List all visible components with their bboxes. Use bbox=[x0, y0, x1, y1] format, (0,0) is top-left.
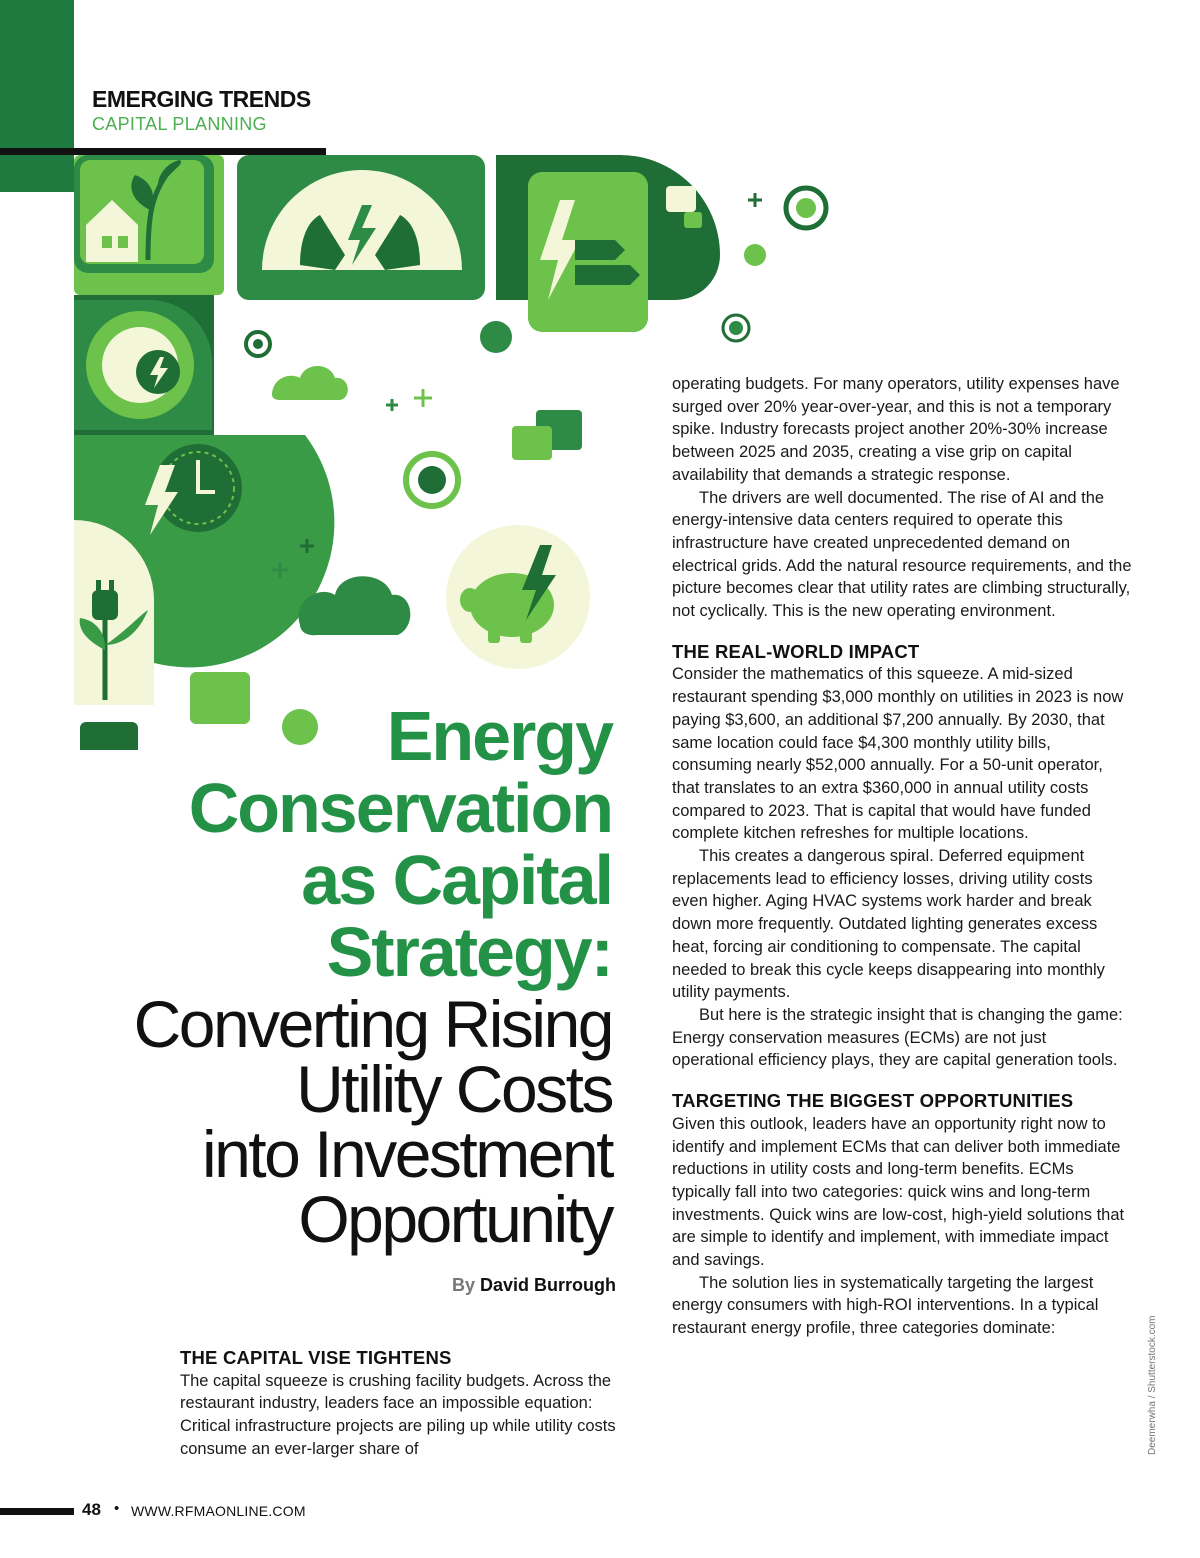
page-number: 48 bbox=[82, 1500, 101, 1519]
body-paragraph: This creates a dangerous spiral. Deferred equipment replacements lead to efficiency losses, driving utility costs even higher. Aging HVAC systems work harder and break down more frequently. Outdated lighting generates excess heat, forcing air conditioning to compensate. The capital needed to break this cycle keeps disappearing into monthly utility payments. bbox=[672, 847, 1105, 1002]
energy-rating-tile bbox=[496, 155, 720, 332]
right-column bbox=[672, 373, 1132, 1340]
gear-tile bbox=[74, 295, 214, 435]
footer-separator: • bbox=[114, 1500, 120, 1517]
body-paragraph: The capital squeeze is crushing facility budgets. Across the restaurant industry, leaders face an impossible equation: Critical infrastructure projects are piling up while utility costs consume an ever-larger share of bbox=[180, 1371, 616, 1458]
byline bbox=[452, 1275, 616, 1296]
section-heading: THE CAPITAL VISE TIGHTENS bbox=[180, 1347, 452, 1368]
headline-green-line: Conservation bbox=[188, 769, 612, 847]
headline-black-line: Converting Rising bbox=[133, 987, 612, 1061]
body-paragraph: Given this outlook, leaders have an opportunity right now to identify and implement ECMs that can deliver both immediate reductions in utility costs and long-term benefits. ECMs typically fall into two categories: quick wins and long-term investments. Quick wins are low-cost, high-yield solutions that are simple to identify and implement, with immediate impact and savings. bbox=[672, 1114, 1125, 1270]
headline-black-line: Opportunity bbox=[298, 1182, 612, 1256]
headline-green-line: as Capital bbox=[301, 841, 612, 919]
headline-green-line: Energy bbox=[386, 697, 612, 775]
hands-dome-tile bbox=[237, 155, 485, 300]
headline-black-line: Utility Costs bbox=[296, 1052, 612, 1126]
body-paragraph: The solution lies in systematically targeting the largest energy consumers with high-ROI interventions. In a typical restaurant energy profile, three categories dominate: bbox=[672, 1273, 1099, 1338]
section-subkicker: CAPITAL PLANNING bbox=[92, 114, 267, 134]
body-paragraph: operating budgets. For many operators, utility expenses have surged over 20% year-over-year, and this is not a temporary spike. Industry forecasts project another 20%-30% increase between 2025 and 2035, creating a vise grip on capital availability that demands a strategic response. bbox=[672, 375, 1120, 484]
house-leaf-tile bbox=[74, 155, 224, 295]
byline-prefix: By bbox=[451, 1275, 475, 1295]
photo-credit: Deemerwha / Shutterstock.com bbox=[1147, 1315, 1158, 1455]
piggy-bank-icon bbox=[446, 525, 590, 669]
left-column bbox=[180, 1347, 620, 1461]
body-paragraph: Consider the mathematics of this squeeze. A mid-sized restaurant spending $3,000 monthly on utilities in 2023 is now paying $3,600, an additional $7,200 annually. By 2030, that same location could face $4,300 monthly utility bills, consuming nearly $52,000 annually. For a 50-unit operator, that translates to an extra $360,000 in annual utility costs compared to 2023. That is capital that would have funded complete kitchen refreshes for multiple locations. bbox=[672, 665, 1124, 843]
headline-green-line: Strategy: bbox=[326, 913, 612, 991]
section-heading: THE REAL-WORLD IMPACT bbox=[672, 640, 920, 662]
headline bbox=[52, 697, 612, 1256]
body-paragraph: But here is the strategic insight that is changing the game: Energy conservation measures (ECMs) are not just operational efficiency plays, they are capital generation tools. bbox=[672, 1005, 1123, 1070]
section-heading: TARGETING THE BIGGEST OPPORTUNITIES bbox=[672, 1090, 1074, 1112]
headline-black-line: into Investment bbox=[201, 1117, 612, 1191]
section-kicker: EMERGING TRENDS bbox=[92, 86, 311, 112]
footer-website: WWW.RFMAONLINE.COM bbox=[131, 1503, 306, 1519]
body-paragraph: The drivers are well documented. The rise of AI and the energy-intensive data centers required to operate this infrastructure have created unprecedented demand on electrical grids. Add the natural resource requirements, and the picture becomes clear that utility rates are climbing structurally, not cyclically. This is the new operating environment. bbox=[672, 488, 1132, 621]
footer-rule bbox=[0, 1508, 74, 1515]
byline-author: David Burrough bbox=[479, 1275, 616, 1295]
